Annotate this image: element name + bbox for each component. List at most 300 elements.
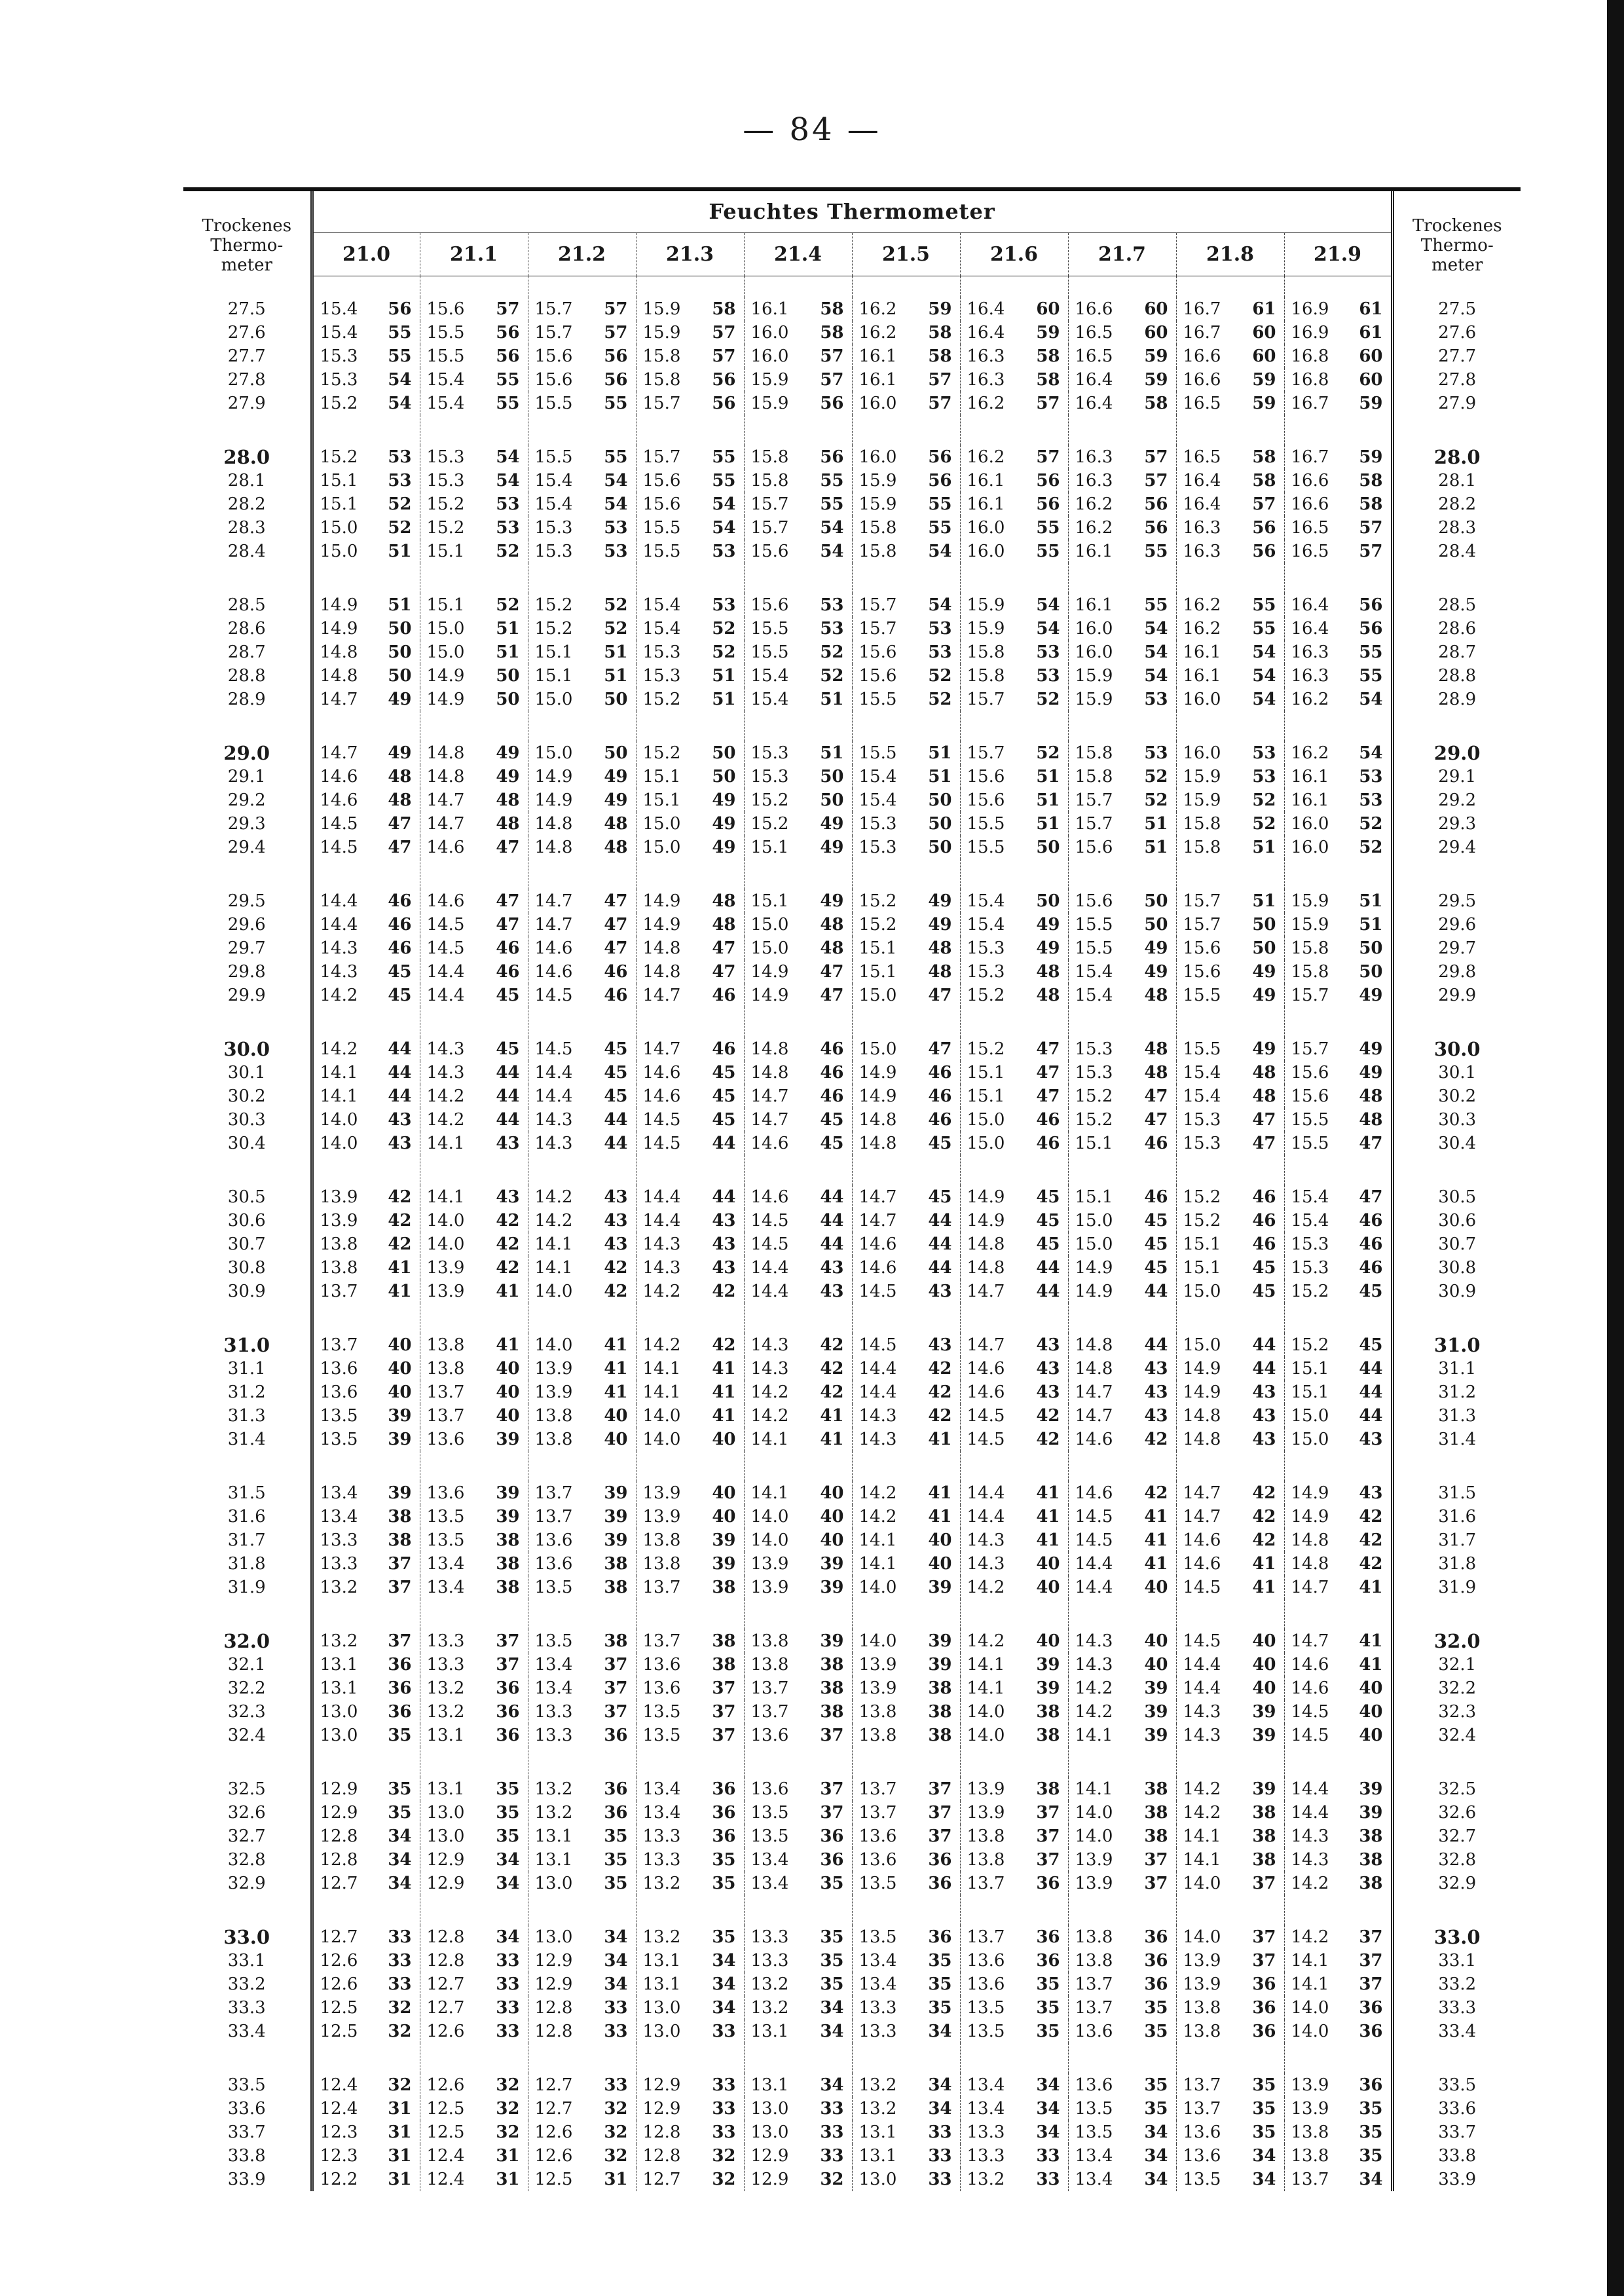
humidity-cell: 44 <box>820 1210 844 1231</box>
humidity-cell: 33 <box>928 2122 952 2142</box>
dew-point-cell: 13.3 <box>420 1629 475 1653</box>
humidity-cell: 33 <box>604 2021 628 2041</box>
humidity-cell: 40 <box>496 1405 520 1426</box>
dew-point-cell: 12.7 <box>420 1996 475 2020</box>
table-row <box>183 1724 1521 1747</box>
dew-point-cell: 13.0 <box>420 1801 475 1824</box>
humidity-cell: 48 <box>496 790 520 810</box>
humidity-cell: 59 <box>1252 393 1276 413</box>
dry-temp-right: 33.5 <box>1392 2073 1521 2097</box>
dry-temp-left: 31.7 <box>183 1528 312 1552</box>
dew-point-cell: 16.5 <box>1176 392 1232 415</box>
humidity-cell: 35 <box>388 1725 412 1745</box>
dew-point-cell: 13.0 <box>420 1824 475 1848</box>
humidity-cell: 41 <box>1359 1631 1383 1651</box>
humidity-cell: 53 <box>1252 743 1276 763</box>
dew-point-cell: 14.9 <box>636 889 692 913</box>
humidity-cell: 50 <box>1144 914 1168 935</box>
dew-point-cell: 14.7 <box>420 788 475 812</box>
humidity-cell: 48 <box>820 938 844 958</box>
dew-point-cell: 16.2 <box>852 297 908 321</box>
humidity-cell: 53 <box>712 541 736 561</box>
humidity-cell: 45 <box>1036 1234 1060 1254</box>
dew-point-cell: 13.5 <box>420 1528 475 1552</box>
dew-point-cell: 13.5 <box>852 1872 908 1895</box>
dew-point-cell: 15.7 <box>636 445 692 469</box>
humidity-cell: 52 <box>712 642 736 662</box>
humidity-cell: 55 <box>928 494 952 514</box>
dry-temp-left: 28.6 <box>183 617 312 640</box>
humidity-cell: 44 <box>604 1109 628 1130</box>
dry-temp-left: 32.0 <box>183 1629 312 1653</box>
humidity-cell: 34 <box>1252 2145 1276 2166</box>
humidity-cell: 57 <box>1252 494 1276 514</box>
humidity-cell: 45 <box>1144 1210 1168 1231</box>
humidity-cell: 52 <box>496 541 520 561</box>
dew-point-cell: 14.2 <box>1068 1676 1124 1700</box>
dew-point-cell: 14.7 <box>960 1333 1016 1357</box>
humidity-cell: 34 <box>712 1974 736 1994</box>
dry-temp-right: 31.4 <box>1392 1428 1521 1451</box>
dry-temp-right: 30.1 <box>1392 1061 1521 1084</box>
humidity-cell: 34 <box>1036 2075 1060 2095</box>
dew-point-cell: 12.9 <box>744 2144 800 2168</box>
dew-point-cell: 15.0 <box>636 812 692 836</box>
humidity-cell: 44 <box>928 1257 952 1278</box>
dew-point-cell: 15.7 <box>744 492 800 516</box>
humidity-cell: 46 <box>496 961 520 982</box>
dew-point-cell: 14.0 <box>744 1505 800 1528</box>
humidity-cell: 53 <box>928 618 952 639</box>
dew-point-cell: 14.7 <box>528 889 583 913</box>
dew-point-cell: 14.7 <box>528 913 583 936</box>
table-row <box>183 2073 1521 2097</box>
humidity-cell: 49 <box>712 790 736 810</box>
dew-point-cell: 15.8 <box>1068 765 1124 788</box>
humidity-cell: 46 <box>712 1039 736 1059</box>
dew-point-cell: 15.3 <box>1284 1256 1340 1280</box>
humidity-cell: 38 <box>496 1530 520 1550</box>
dew-point-cell: 14.5 <box>528 984 583 1007</box>
humidity-cell: 34 <box>1036 2098 1060 2119</box>
dry-temp-right: 31.2 <box>1392 1380 1521 1404</box>
humidity-cell: 36 <box>1359 2075 1383 2095</box>
dew-point-cell: 14.6 <box>960 1357 1016 1380</box>
dew-point-cell: 16.7 <box>1284 445 1340 469</box>
dew-point-cell: 15.2 <box>528 617 583 640</box>
humidity-cell: 41 <box>1252 1553 1276 1574</box>
humidity-cell: 42 <box>1359 1530 1383 1550</box>
dew-point-cell: 14.1 <box>420 1185 475 1209</box>
humidity-cell: 37 <box>1359 1927 1383 1947</box>
dew-point-cell: 15.4 <box>1068 984 1124 1007</box>
humidity-cell: 40 <box>1144 1654 1168 1675</box>
dew-point-cell: 13.3 <box>636 1824 692 1848</box>
dew-point-cell: 15.5 <box>1068 936 1124 960</box>
humidity-cell: 39 <box>1144 1701 1168 1722</box>
humidity-cell: 42 <box>1036 1405 1060 1426</box>
humidity-cell: 56 <box>388 299 412 319</box>
dew-point-cell: 14.3 <box>636 1232 692 1256</box>
wet-column-header: 21.8 <box>1176 232 1284 276</box>
dew-point-cell: 14.6 <box>636 1084 692 1108</box>
dew-point-cell: 15.3 <box>744 765 800 788</box>
dew-point-cell: 16.5 <box>1068 344 1124 368</box>
humidity-cell: 46 <box>820 1062 844 1083</box>
humidity-cell: 38 <box>1252 1849 1276 1870</box>
dew-point-cell: 15.8 <box>636 368 692 392</box>
dew-point-cell: 14.5 <box>636 1108 692 1132</box>
dew-point-cell: 14.6 <box>1176 1552 1232 1576</box>
humidity-cell: 55 <box>388 346 412 366</box>
dew-point-cell: 15.7 <box>1068 812 1124 836</box>
humidity-cell: 39 <box>1359 1779 1383 1799</box>
humidity-cell: 54 <box>1359 743 1383 763</box>
dew-point-cell: 14.7 <box>1176 1481 1232 1505</box>
table-row <box>183 1528 1521 1552</box>
humidity-cell: 59 <box>1144 346 1168 366</box>
dew-point-cell: 16.3 <box>1284 664 1340 688</box>
humidity-cell: 50 <box>1252 938 1276 958</box>
humidity-cell: 45 <box>712 1062 736 1083</box>
humidity-cell: 47 <box>712 961 736 982</box>
dry-temp-right: 31.0 <box>1392 1333 1521 1357</box>
humidity-cell: 48 <box>712 891 736 911</box>
dew-point-cell: 15.1 <box>1176 1232 1232 1256</box>
wet-column-header: 21.1 <box>420 232 528 276</box>
humidity-cell: 34 <box>604 1950 628 1971</box>
humidity-cell: 50 <box>1036 891 1060 911</box>
dew-point-cell: 16.5 <box>1068 321 1124 344</box>
dew-point-cell: 15.5 <box>1284 1108 1340 1132</box>
dew-point-cell: 15.5 <box>960 812 1016 836</box>
humidity-cell: 42 <box>1252 1483 1276 1503</box>
dew-point-cell: 15.5 <box>744 640 800 664</box>
dew-point-cell: 15.2 <box>420 492 475 516</box>
group-spacer <box>183 1451 1521 1481</box>
humidity-cell: 31 <box>388 2098 412 2119</box>
humidity-cell: 49 <box>1252 1039 1276 1059</box>
humidity-cell: 55 <box>1359 665 1383 686</box>
group-spacer <box>183 859 1521 889</box>
humidity-cell: 46 <box>388 891 412 911</box>
humidity-cell: 56 <box>1144 517 1168 538</box>
dew-point-cell: 12.6 <box>312 1949 367 1972</box>
humidity-cell: 53 <box>1252 766 1276 787</box>
humidity-cell: 37 <box>388 1577 412 1597</box>
humidity-cell: 33 <box>388 1950 412 1971</box>
humidity-cell: 39 <box>496 1506 520 1527</box>
humidity-cell: 34 <box>1252 2169 1276 2189</box>
humidity-cell: 45 <box>1359 1281 1383 1301</box>
humidity-cell: 49 <box>1359 1062 1383 1083</box>
humidity-cell: 51 <box>604 642 628 662</box>
dew-point-cell: 14.8 <box>852 1132 908 1155</box>
humidity-cell: 49 <box>1144 961 1168 982</box>
dew-point-cell: 14.5 <box>852 1333 908 1357</box>
humidity-cell: 35 <box>496 1779 520 1799</box>
dew-point-cell: 16.9 <box>1284 297 1340 321</box>
dew-point-cell: 14.4 <box>744 1256 800 1280</box>
dew-point-cell: 14.7 <box>744 1108 800 1132</box>
dew-point-cell: 15.7 <box>744 516 800 540</box>
humidity-cell: 45 <box>604 1039 628 1059</box>
humidity-cell: 33 <box>496 2021 520 2041</box>
dew-point-cell: 14.2 <box>960 1576 1016 1599</box>
dew-point-cell: 15.2 <box>1176 1185 1232 1209</box>
dry-temp-right: 30.8 <box>1392 1256 1521 1280</box>
dew-point-cell: 12.7 <box>528 2073 583 2097</box>
humidity-cell: 32 <box>496 2098 520 2119</box>
dew-point-cell: 13.4 <box>852 1972 908 1996</box>
dew-point-cell: 14.4 <box>852 1380 908 1404</box>
humidity-cell: 37 <box>1252 1873 1276 1893</box>
humidity-cell: 38 <box>712 1631 736 1651</box>
dew-point-cell: 13.6 <box>636 1676 692 1700</box>
dry-temp-left: 31.9 <box>183 1576 312 1599</box>
dew-point-cell: 14.9 <box>1284 1505 1340 1528</box>
humidity-cell: 43 <box>1359 1483 1383 1503</box>
humidity-cell: 40 <box>1252 1631 1276 1651</box>
dew-point-cell: 13.4 <box>636 1801 692 1824</box>
humidity-cell: 45 <box>604 1062 628 1083</box>
table-row <box>183 1676 1521 1700</box>
dew-point-cell: 14.9 <box>852 1084 908 1108</box>
dew-point-cell: 14.6 <box>312 765 367 788</box>
humidity-cell: 48 <box>496 813 520 834</box>
dew-point-cell: 16.6 <box>1284 469 1340 492</box>
humidity-cell: 40 <box>928 1530 952 1550</box>
humidity-cell: 33 <box>820 2122 844 2142</box>
humidity-cell: 46 <box>928 1109 952 1130</box>
humidity-cell: 52 <box>496 595 520 615</box>
dew-point-cell: 15.8 <box>1176 812 1232 836</box>
dew-point-cell: 16.6 <box>1068 297 1124 321</box>
humidity-cell: 56 <box>1144 494 1168 514</box>
dew-point-cell: 15.0 <box>1068 1232 1124 1256</box>
humidity-cell: 38 <box>820 1701 844 1722</box>
dew-point-cell: 14.1 <box>1068 1724 1124 1747</box>
table-row <box>183 1629 1521 1653</box>
dew-point-cell: 13.7 <box>744 1676 800 1700</box>
dew-point-cell: 14.2 <box>1176 1801 1232 1824</box>
humidity-cell: 42 <box>820 1358 844 1379</box>
dew-point-cell: 15.0 <box>960 1132 1016 1155</box>
dew-point-cell: 15.9 <box>960 593 1016 617</box>
dry-temp-right: 32.6 <box>1392 1801 1521 1824</box>
dew-point-cell: 13.1 <box>420 1724 475 1747</box>
dew-point-cell: 15.7 <box>1176 889 1232 913</box>
humidity-cell: 41 <box>1252 1577 1276 1597</box>
page-number: — 84 — <box>743 111 881 148</box>
dew-point-cell: 16.2 <box>960 445 1016 469</box>
humidity-cell: 43 <box>604 1210 628 1231</box>
humidity-cell: 44 <box>496 1062 520 1083</box>
humidity-cell: 44 <box>1359 1405 1383 1426</box>
dew-point-cell: 15.2 <box>312 445 367 469</box>
table-row <box>183 1925 1521 1949</box>
humidity-cell: 52 <box>1144 766 1168 787</box>
dew-point-cell: 16.1 <box>1284 765 1340 788</box>
humidity-cell: 39 <box>1036 1654 1060 1675</box>
dew-point-cell: 13.5 <box>636 1700 692 1724</box>
dew-point-cell: 16.2 <box>852 321 908 344</box>
humidity-cell: 36 <box>604 1779 628 1799</box>
dew-point-cell: 13.5 <box>1068 2120 1124 2144</box>
dew-point-cell: 16.6 <box>1176 344 1232 368</box>
table-row <box>183 1084 1521 1108</box>
dry-temp-right: 33.0 <box>1392 1925 1521 1949</box>
humidity-cell: 36 <box>1144 1974 1168 1994</box>
dew-point-cell: 14.1 <box>312 1084 367 1108</box>
humidity-cell: 45 <box>1036 1187 1060 1207</box>
humidity-cell: 36 <box>388 1654 412 1675</box>
dew-point-cell: 14.5 <box>852 1280 908 1303</box>
dew-point-cell: 13.6 <box>852 1848 908 1872</box>
dew-point-cell: 16.0 <box>852 392 908 415</box>
humidity-cell: 49 <box>388 689 412 709</box>
humidity-cell: 44 <box>1252 1335 1276 1355</box>
dew-point-cell: 14.2 <box>528 1185 583 1209</box>
table-row <box>183 1037 1521 1061</box>
humidity-cell: 50 <box>496 665 520 686</box>
table-row <box>183 469 1521 492</box>
humidity-cell: 50 <box>604 689 628 709</box>
humidity-cell: 49 <box>820 891 844 911</box>
humidity-cell: 39 <box>604 1483 628 1503</box>
humidity-cell: 41 <box>928 1483 952 1503</box>
humidity-cell: 50 <box>1359 938 1383 958</box>
humidity-cell: 39 <box>604 1530 628 1550</box>
dew-point-cell: 14.5 <box>1284 1724 1340 1747</box>
dew-point-cell: 15.3 <box>312 344 367 368</box>
humidity-cell: 46 <box>928 1062 952 1083</box>
table-row <box>183 984 1521 1007</box>
humidity-cell: 41 <box>712 1358 736 1379</box>
humidity-cell: 35 <box>1144 2075 1168 2095</box>
dew-point-cell: 15.7 <box>852 593 908 617</box>
humidity-cell: 41 <box>388 1257 412 1278</box>
humidity-cell: 51 <box>928 743 952 763</box>
humidity-cell: 57 <box>712 346 736 366</box>
dew-point-cell: 14.0 <box>1176 1872 1232 1895</box>
humidity-cell: 48 <box>1359 1086 1383 1106</box>
dew-point-cell: 13.4 <box>1068 2144 1124 2168</box>
dew-point-cell: 14.2 <box>960 1629 1016 1653</box>
dry-temp-right: 31.3 <box>1392 1404 1521 1428</box>
dew-point-cell: 13.6 <box>312 1357 367 1380</box>
dew-point-cell: 14.4 <box>636 1209 692 1232</box>
humidity-cell: 37 <box>1036 1802 1060 1823</box>
table-row <box>183 1232 1521 1256</box>
humidity-cell: 55 <box>604 393 628 413</box>
dew-point-cell: 15.4 <box>1176 1061 1232 1084</box>
dew-point-cell: 13.1 <box>312 1676 367 1700</box>
dry-temp-left: 31.8 <box>183 1552 312 1576</box>
table-row <box>183 617 1521 640</box>
dew-point-cell: 13.0 <box>636 1996 692 2020</box>
humidity-cell: 33 <box>820 2098 844 2119</box>
dew-point-cell: 14.4 <box>960 1481 1016 1505</box>
humidity-cell: 41 <box>604 1382 628 1402</box>
humidity-cell: 42 <box>1036 1429 1060 1449</box>
dew-point-cell: 15.4 <box>960 889 1016 913</box>
humidity-cell: 50 <box>928 837 952 857</box>
dew-point-cell: 15.3 <box>528 516 583 540</box>
dew-point-cell: 12.9 <box>744 2168 800 2191</box>
dew-point-cell: 12.5 <box>420 2097 475 2120</box>
humidity-cell: 41 <box>820 1405 844 1426</box>
humidity-cell: 44 <box>928 1234 952 1254</box>
table-row <box>183 492 1521 516</box>
dew-point-cell: 13.4 <box>312 1505 367 1528</box>
humidity-cell: 47 <box>820 985 844 1005</box>
dew-point-cell: 14.8 <box>636 936 692 960</box>
dry-temp-right: 29.5 <box>1392 889 1521 913</box>
dew-point-cell: 15.2 <box>744 788 800 812</box>
dew-point-cell: 16.0 <box>744 344 800 368</box>
dew-point-cell: 15.4 <box>1284 1185 1340 1209</box>
humidity-cell: 33 <box>712 2122 736 2142</box>
humidity-cell: 46 <box>496 938 520 958</box>
dew-point-cell: 15.1 <box>1068 1132 1124 1155</box>
dew-point-cell: 16.3 <box>1176 540 1232 563</box>
dry-temp-right: 31.6 <box>1392 1505 1521 1528</box>
dry-temp-right: 29.7 <box>1392 936 1521 960</box>
dew-point-cell: 14.3 <box>420 1037 475 1061</box>
dry-temp-right: 33.6 <box>1392 2097 1521 2120</box>
dew-point-cell: 14.9 <box>636 913 692 936</box>
dew-point-cell: 15.0 <box>1068 1209 1124 1232</box>
dew-point-cell: 14.2 <box>420 1108 475 1132</box>
dry-temp-left: 29.1 <box>183 765 312 788</box>
dew-point-cell: 14.4 <box>528 1061 583 1084</box>
dew-point-cell: 16.5 <box>1284 516 1340 540</box>
humidity-cell: 34 <box>388 1873 412 1893</box>
humidity-cell: 37 <box>1144 1873 1168 1893</box>
humidity-cell: 37 <box>1144 1849 1168 1870</box>
group-spacer <box>183 2043 1521 2073</box>
dew-point-cell: 15.1 <box>960 1084 1016 1108</box>
group-spacer <box>183 1895 1521 1925</box>
humidity-cell: 35 <box>712 1849 736 1870</box>
humidity-cell: 45 <box>928 1187 952 1207</box>
dew-point-cell: 15.9 <box>1284 889 1340 913</box>
humidity-cell: 48 <box>1252 1062 1276 1083</box>
humidity-cell: 36 <box>1036 1950 1060 1971</box>
dew-point-cell: 14.8 <box>420 765 475 788</box>
dew-point-cell: 14.1 <box>636 1380 692 1404</box>
dew-point-cell: 16.1 <box>1068 593 1124 617</box>
dew-point-cell: 15.5 <box>420 321 475 344</box>
dew-point-cell: 13.7 <box>312 1280 367 1303</box>
table-row <box>183 960 1521 984</box>
dew-point-cell: 16.1 <box>852 344 908 368</box>
dew-point-cell: 13.9 <box>960 1801 1016 1824</box>
wet-column-header: 21.4 <box>744 232 852 276</box>
humidity-cell: 38 <box>604 1577 628 1597</box>
humidity-cell: 42 <box>496 1234 520 1254</box>
humidity-cell: 39 <box>496 1483 520 1503</box>
humidity-cell: 51 <box>820 689 844 709</box>
dew-point-cell: 14.1 <box>852 1528 908 1552</box>
dew-point-cell: 12.8 <box>420 1925 475 1949</box>
humidity-cell: 54 <box>820 541 844 561</box>
dew-point-cell: 13.4 <box>960 2073 1016 2097</box>
dry-temp-right: 27.9 <box>1392 392 1521 415</box>
dew-point-cell: 14.9 <box>528 765 583 788</box>
humidity-cell: 37 <box>1359 1974 1383 1994</box>
